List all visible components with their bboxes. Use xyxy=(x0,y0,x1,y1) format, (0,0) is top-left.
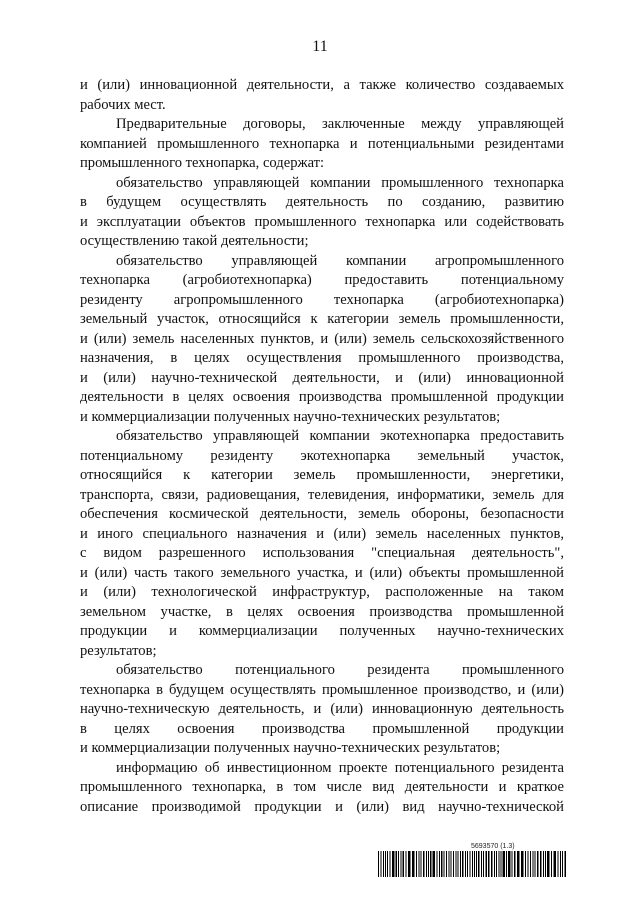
text-line: обеспечения космической деятельности, земель обороны, безопасности xyxy=(80,506,564,522)
text-line: осуществлению такой деятельности; xyxy=(80,233,309,249)
text-line: рабочих мест. xyxy=(80,96,166,113)
text-line: относящийся к категории земель промышленности, энергетики, xyxy=(80,467,564,483)
text-line: обязательство управляющей компании промышленного технопарка xyxy=(116,174,564,191)
text-line: и (или) часть такого земельного участка, и (или) объекты промышленной xyxy=(80,564,564,581)
text-line: земельный участок, относящийся к категории земель промышленности, xyxy=(80,311,564,327)
text-line: и иного специального назначения и (или) земель населенных пунктов, xyxy=(80,525,564,542)
text-line: информацию об инвестиционном проекте потенциального резидента xyxy=(116,759,564,776)
text-line: технопарка в будущем осуществлять промышленное производство, и (или) xyxy=(80,681,564,698)
text-line: промышленного технопарка, содержат: xyxy=(80,155,325,171)
text-line: в будущем осуществлять деятельность по созданию, развитию xyxy=(80,194,564,210)
text-line: результатов; xyxy=(80,642,157,659)
text-line: и (или) научно-технической деятельности, и (или) инновационной xyxy=(80,369,564,386)
text-line: описание производимой продукции и (или) вид научно-технической xyxy=(80,798,564,815)
text-line: потенциальному резиденту экотехнопарка земельный участок, xyxy=(80,447,564,464)
text-line: обязательство потенциального резидента промышленного xyxy=(116,662,564,678)
text-line: и коммерциализации полученных научно-технических результатов; xyxy=(80,740,501,756)
text-line: технопарка (агробиотехнопарка) предоставить потенциальному xyxy=(80,272,564,288)
document-code: 5693570 (1.3) xyxy=(471,843,515,850)
text-line: деятельности в целях освоения производства промышленной продукции xyxy=(80,389,564,405)
text-line: с видом разрешенного использования "специальная деятельность", xyxy=(80,545,564,561)
text-line: обязательство управляющей компании экотехнопарка предоставить xyxy=(116,428,564,444)
text-line: назначения, в целях осуществления промышленного производства, xyxy=(80,350,564,366)
text-line: в целях освоения производства промышленной продукции xyxy=(80,720,564,737)
text-line: и эксплуатации объектов промышленного технопарка или содействовать xyxy=(80,213,564,230)
text-line: обязательство управляющей компании агропромышленного xyxy=(116,252,564,269)
text-line: продукции и коммерциализации полученных научно-технических xyxy=(80,623,564,639)
text-line: компанией промышленного технопарка и потенциальными резидентами xyxy=(80,135,564,152)
text-line: земельном участке, в целях освоения производства промышленной xyxy=(80,603,564,620)
text-line: и (или) технологической инфраструктур, расположенные на таком xyxy=(80,584,564,600)
text-line: резиденту агропромышленного технопарка (агробиотехнопарка) xyxy=(80,291,564,308)
text-line: научно-техническую деятельность, и (или) инновационную деятельность xyxy=(80,701,564,717)
page-number: 11 xyxy=(312,38,328,55)
text-line: Предварительные договоры, заключенные между управляющей xyxy=(116,116,564,132)
text-line: и (или) земель населенных пунктов, и (или) земель сельскохозяйственного xyxy=(80,330,564,347)
text-line: транспорта, связи, радиовещания, телевидения, информатики, земель для xyxy=(80,486,564,503)
text-line: и коммерциализации полученных научно-технических результатов; xyxy=(80,408,501,425)
text-line: и (или) инновационной деятельности, а также количество создаваемых xyxy=(80,77,564,93)
body-text xyxy=(80,76,564,817)
barcode-image xyxy=(378,851,566,877)
text-line: промышленного технопарка, в том числе вид деятельности и краткое xyxy=(80,779,564,795)
